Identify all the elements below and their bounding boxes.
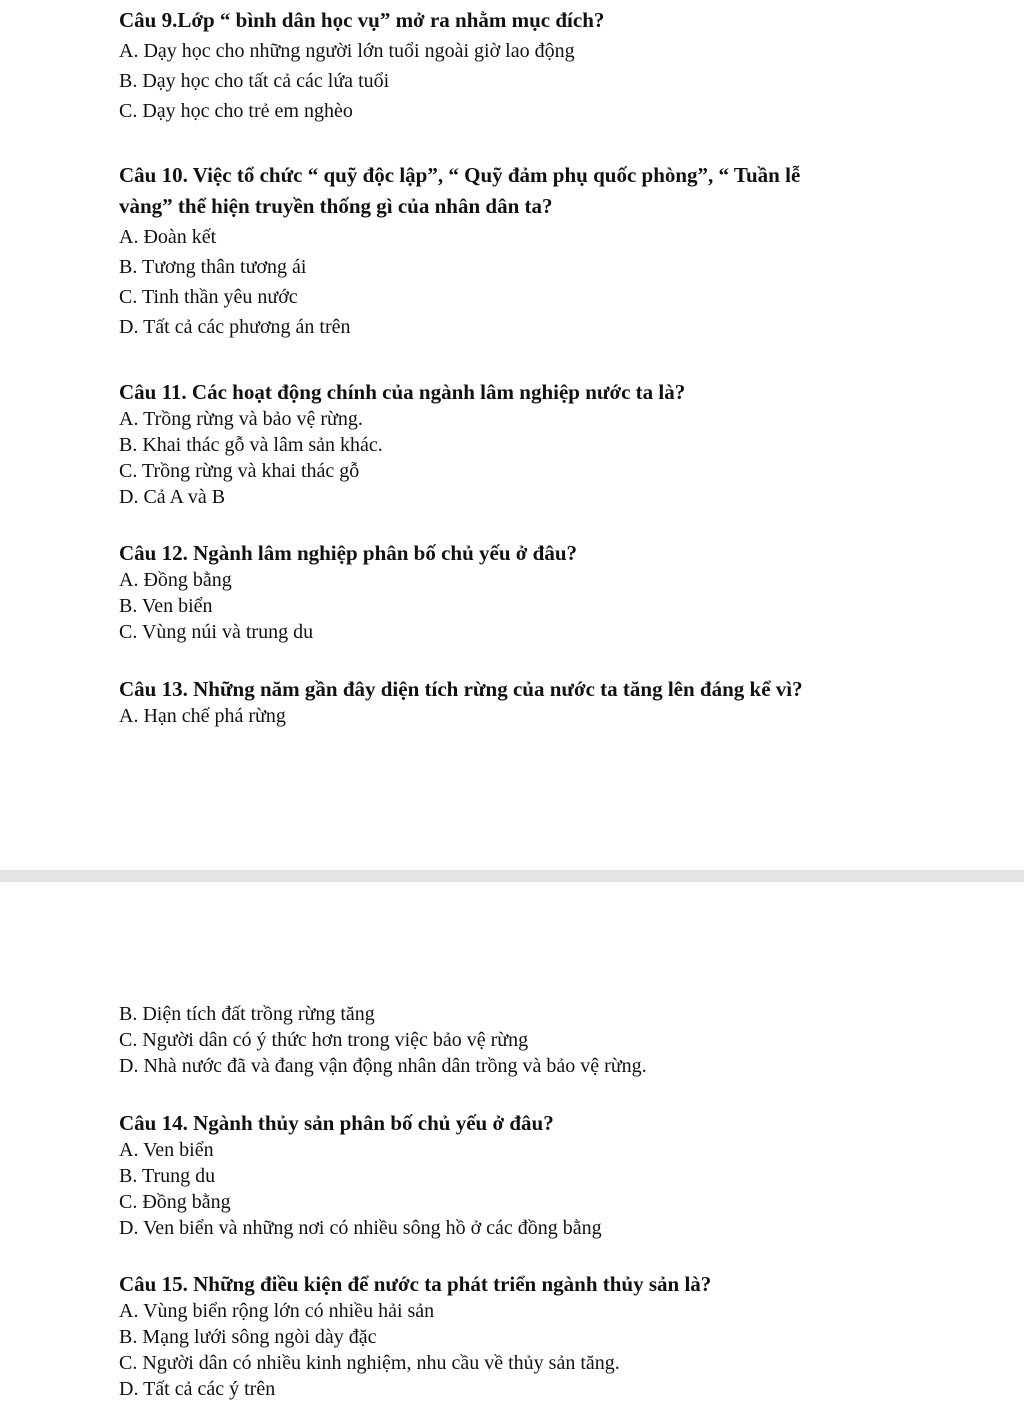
question-title: Câu 15. Những điều kiện để nước ta phát triển ngành thủy sản là? xyxy=(119,1272,712,1296)
answer-option: B. Trung du xyxy=(119,1165,216,1187)
answer-option: A. Đồng bằng xyxy=(119,569,232,591)
answer-option: A. Trồng rừng và bảo vệ rừng. xyxy=(119,408,363,430)
question-9 xyxy=(119,5,999,126)
answer-option: D. Ven biển và những nơi có nhiều sông hồ ở các đồng bằng xyxy=(119,1217,602,1239)
question-14 xyxy=(119,1109,999,1241)
question-title: Câu 9.Lớp “ bình dân học vụ” mở ra nhằm mục đích? xyxy=(119,8,605,32)
answer-option: B. Khai thác gỗ và lâm sản khác. xyxy=(119,434,383,456)
answer-option: D. Tất cả các ý trên xyxy=(119,1378,276,1400)
answer-option: C. Người dân có nhiều kinh nghiệm, nhu cầu về thủy sản tăng. xyxy=(119,1352,620,1374)
answer-option: B. Ven biển xyxy=(119,595,213,617)
answer-option: C. Trồng rừng và khai thác gỗ xyxy=(119,460,360,482)
answer-option: B. Mạng lưới sông ngòi dày đặc xyxy=(119,1326,377,1348)
document-page-bottom xyxy=(0,882,1024,1401)
answer-option: B. Dạy học cho tất cả các lứa tuổi xyxy=(119,70,390,92)
question-title-continued: vàng” thể hiện truyền thống gì của nhân dân ta? xyxy=(119,194,553,218)
answer-option: B. Tương thân tương ái xyxy=(119,256,307,278)
question-title: Câu 12. Ngành lâm nghiệp phân bố chủ yếu ở đâu? xyxy=(119,541,578,565)
answer-option: B. Diện tích đất trồng rừng tăng xyxy=(119,1003,375,1025)
answer-option: C. Người dân có ý thức hơn trong việc bảo vệ rừng xyxy=(119,1029,529,1051)
page-divider xyxy=(0,870,1024,882)
question-13-continued xyxy=(119,1001,999,1079)
question-15 xyxy=(119,1270,999,1401)
answer-option: D. Tất cả các phương án trên xyxy=(119,316,351,338)
question-title: Câu 13. Những năm gần đây diện tích rừng của nước ta tăng lên đáng kể vì? xyxy=(119,677,803,701)
answer-option: A. Vùng biển rộng lớn có nhiều hải sản xyxy=(119,1300,435,1322)
answer-option: C. Đồng bằng xyxy=(119,1191,231,1213)
question-title: Câu 14. Ngành thủy sản phân bố chủ yếu ở đâu? xyxy=(119,1111,554,1135)
question-13 xyxy=(119,675,999,729)
answer-option: A. Hạn chế phá rừng xyxy=(119,705,286,727)
question-12 xyxy=(119,539,999,645)
question-11 xyxy=(119,378,999,510)
question-title: Câu 10. Việc tổ chức “ quỹ độc lập”, “ Quỹ đảm phụ quốc phòng”, “ Tuần lễ xyxy=(119,163,801,187)
answer-option: A. Dạy học cho những người lớn tuổi ngoài giờ lao động xyxy=(119,40,575,62)
answer-option: D. Cả A và B xyxy=(119,486,226,508)
answer-option: C. Vùng núi và trung du xyxy=(119,621,314,643)
answer-option: C. Tinh thần yêu nước xyxy=(119,286,298,308)
answer-option: C. Dạy học cho trẻ em nghèo xyxy=(119,100,353,122)
question-title: Câu 11. Các hoạt động chính của ngành lâm nghiệp nước ta là? xyxy=(119,380,686,404)
answer-option: A. Ven biển xyxy=(119,1139,214,1161)
answer-option: A. Đoàn kết xyxy=(119,226,217,248)
question-10 xyxy=(119,160,999,342)
answer-option: D. Nhà nước đã và đang vận động nhân dân trồng và bảo vệ rừng. xyxy=(119,1055,647,1077)
